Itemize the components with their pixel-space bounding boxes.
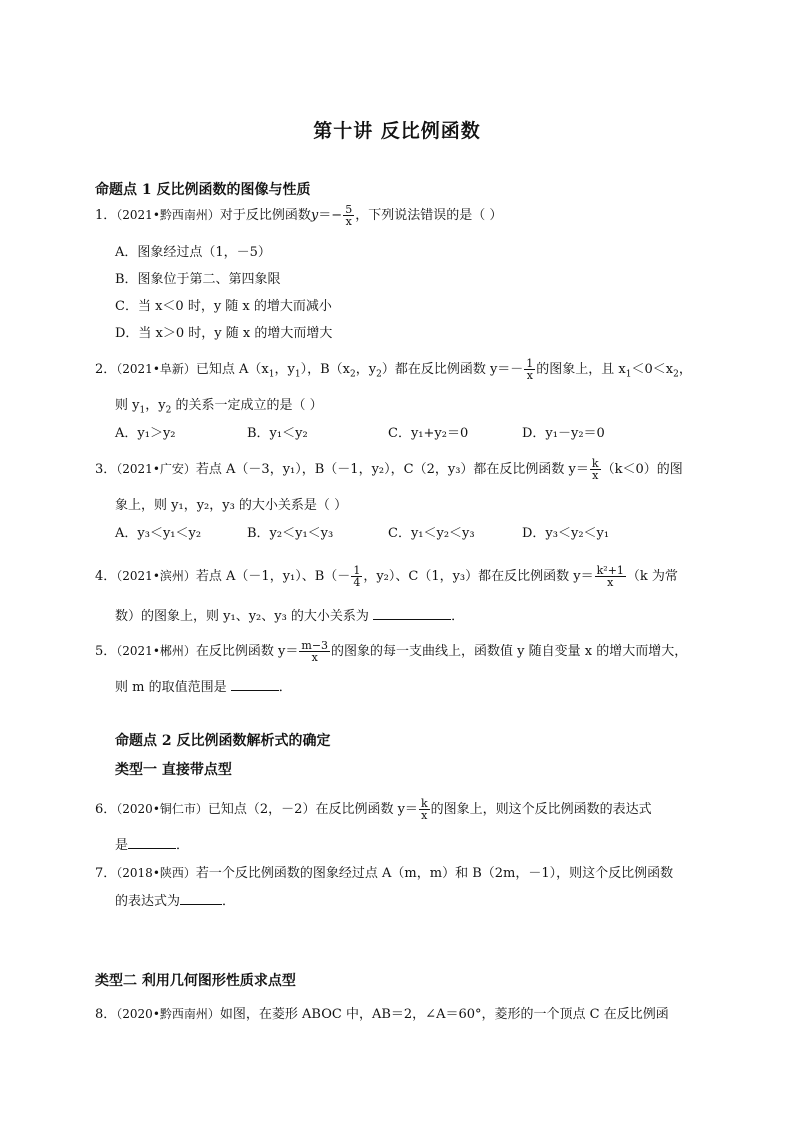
question-6: 6．（2020•铜仁市）已知点（2，－2）在反比例函数 y＝ $\frac{k}{x}$ 的图象上，则这个反比例函数的表达式 [95,797,652,822]
question-2-line-2: 则 $y_1$，$y_2$ 的关系一定成立的是（ ） [115,398,323,416]
q2-option-c: C．y₁+y₂＝0 [388,426,469,441]
section-1-heading: 命题点 1 反比例函数的图像与性质 [95,182,311,198]
page-title: 第十讲 反比例函数 [313,120,481,142]
fraction-1-over-x: $\frac{1}{x}$ [526,357,534,382]
question-8: 8．（2020•黔西南州）如图，在菱形 ABOC 中，AB＝2，∠A＝60°，菱形的一个顶点 C 在反比例函 [95,1007,669,1022]
answer-blank[interactable] [128,834,176,849]
question-4: 4．（2021•滨州）若点 A（－1，y₁）、B（－ $\frac{1}{4}$ ，y₂）、C（1，y₃）都在反比例函数 y＝ $\frac{\text{k²+1}}{x}$ （k 为常 [95,564,678,589]
fraction-5-over-x: $\frac{5}{x}$ [345,203,353,228]
q2-option-d: D．y₁－y₂＝0 [522,426,605,441]
question-3: 3．（2021•广安）若点 A（－3，y₁），B（－1，y₂），C（2，y₃）都在反比例函数 y＝ $\frac{k}{x}$ （k＜0）的图 [95,457,683,482]
question-4-line-2: 数）的图象上，则 y₁、y₂、y₃ 的大小关系为 ． [115,605,464,627]
fraction-k-over-x: $\frac{k}{x}$ [420,797,428,822]
answer-blank[interactable] [373,605,451,620]
q2-option-a: A．y₁＞y₂ [115,426,176,441]
fraction-k-over-x: $\frac{k}{x}$ [591,457,599,482]
q3-option-b: B．y₂＜y₁＜y₃ [247,526,334,541]
q1-option-d: D．当 x＞0 时，y 随 x 的增大而增大 [115,326,333,341]
q3-option-d: D．y₃＜y₂＜y₁ [522,526,610,541]
q3-option-a: A．y₃＜y₁＜y₂ [115,526,202,541]
fraction-k2plus1-over-x: $\frac{\text{k²+1}}{x}$ [596,564,624,589]
type-2-heading: 类型二 利用几何图形性质求点型 [95,973,296,989]
q1-option-c: C．当 x＜0 时，y 随 x 的增大而减小 [115,299,332,314]
fraction-1-over-4: $\frac{1}{4}$ [353,564,361,589]
q3-option-c: C．y₁＜y₂＜y₃ [388,526,475,541]
answer-blank[interactable] [180,890,222,905]
question-6-line-2: 是 ． [115,834,189,856]
type-1-heading: 类型一 直接带点型 [115,762,232,778]
section-2-heading: 命题点 2 反比例函数解析式的确定 [115,733,331,749]
q1-option-b: B．图象位于第二、第四象限 [115,272,281,287]
q1-option-a: A．图象经过点（1，－5） [115,245,271,260]
fraction-m-3-over-x: $\frac{m-3}{x}$ [301,639,329,664]
answer-blank[interactable] [231,676,279,691]
question-2: 2．（2021•阜新）已知点 $A(x_1$，$y_1$），$B(x_2$，$y_2$）都在反比例函数 y＝－ $\frac{1}{x}$ 的图象上，且 $x_1<0<x_2$， [95,357,692,382]
question-1: 1．（2021•黔西南州）对于反比例函数y＝− $\frac{5}{x}$ ，下列说法错误的是（ ） [95,203,503,228]
question-7: 7．（2018•陕西）若一个反比例函数的图象经过点 A（m，m）和 B（2m，－1），则这个反比例函数 [95,866,674,881]
question-7-line-2: 的表达式为 ． [115,890,235,912]
q2-option-b: B．y₁＜y₂ [247,426,308,441]
question-5-line-2: 则 m 的取值范围是 ． [115,676,292,698]
question-5: 5．（2021•郴州）在反比例函数 y＝ $\frac{m-3}{x}$ 的图象的每一支曲线上，函数值 y 随自变量 x 的增大而增大， [95,639,688,664]
question-3-line-2: 象上，则 y₁，y₂，y₃ 的大小关系是（ ） [115,498,348,513]
